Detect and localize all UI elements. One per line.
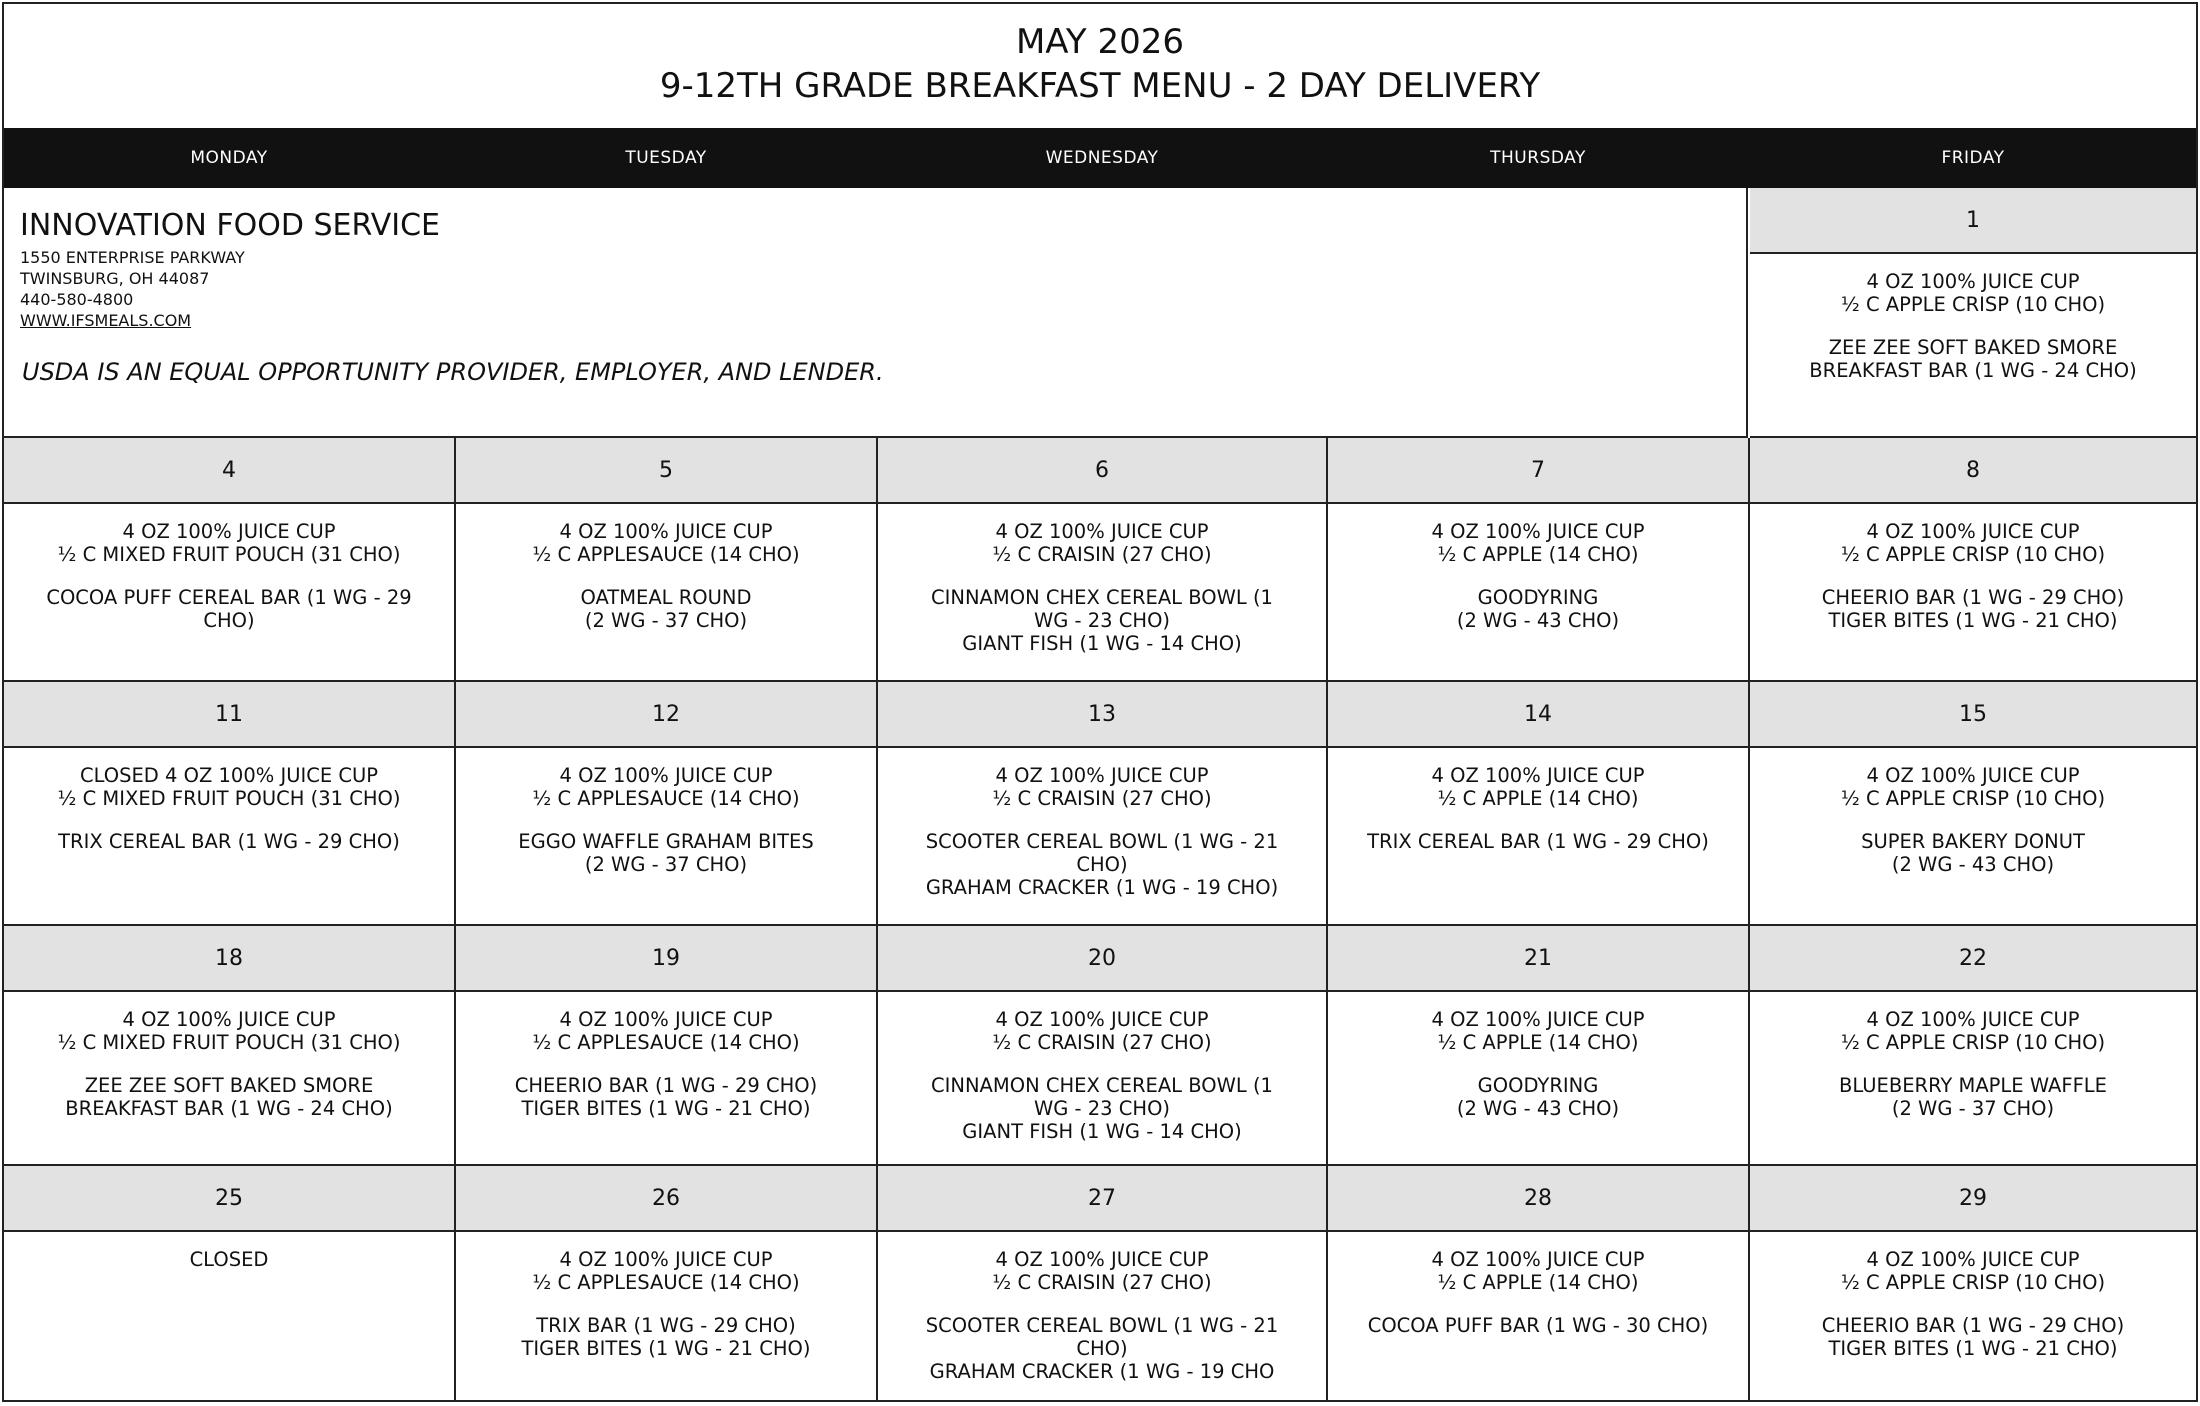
menu-item-side: ½ C APPLESAUCE (14 CHO)	[532, 787, 800, 810]
menu-calendar	[2, 2, 2198, 1402]
menu-item-side: CLOSED 4 OZ 100% JUICE CUP	[79, 764, 379, 787]
menu-item-main: GOODYRING	[1477, 1074, 1599, 1097]
day-number: 28	[1328, 1166, 1748, 1232]
menu-item-main: GIANT FISH (1 WG - 14 CHO)	[962, 1120, 1242, 1143]
day-cell-25	[4, 1166, 456, 1402]
menu-item-main: CHO)	[203, 609, 255, 632]
weekday-monday: MONDAY	[190, 148, 268, 168]
day-cell-21	[1328, 926, 1750, 1166]
menu-spacer	[1334, 810, 1742, 830]
menu-item-main: TRIX CEREAL BAR (1 WG - 29 CHO)	[58, 830, 400, 853]
menu-spacer	[1334, 566, 1742, 586]
menu-item-side: ½ C APPLESAUCE (14 CHO)	[532, 1031, 800, 1054]
day-cell-27	[878, 1166, 1328, 1402]
day-number: 25	[4, 1166, 454, 1232]
equal-opportunity-statement: USDA IS AN EQUAL OPPORTUNITY PROVIDER, EMPLOYER, AND LENDER.	[22, 358, 884, 386]
day-cell-1	[1750, 188, 2196, 438]
menu-item-main: (2 WG - 43 CHO)	[1891, 853, 2055, 876]
menu-item-main: GOODYRING	[1477, 586, 1599, 609]
menu-item-side: 4 OZ 100% JUICE CUP	[995, 1248, 1209, 1271]
menu-item-main: CINNAMON CHEX CEREAL BOWL (1	[931, 1074, 1273, 1097]
menu-item-side: ½ C MIXED FRUIT POUCH (31 CHO)	[57, 787, 401, 810]
day-number: 22	[1750, 926, 2196, 992]
menu-item-main: OATMEAL ROUND	[580, 586, 752, 609]
day-cell-15	[1750, 682, 2196, 926]
menu-spacer	[10, 1054, 448, 1074]
day-cell-28	[1328, 1166, 1750, 1402]
menu-item-main: (2 WG - 37 CHO)	[584, 853, 748, 876]
menu-spacer	[1334, 1054, 1742, 1074]
day-number: 12	[456, 682, 876, 748]
menu-item-main: CHEERIO BAR (1 WG - 29 CHO)	[1821, 1314, 2125, 1337]
menu-item-main: TIGER BITES (1 WG - 21 CHO)	[1828, 609, 2118, 632]
menu-spacer	[1756, 810, 2190, 830]
menu-item-side: 4 OZ 100% JUICE CUP	[1866, 1008, 2080, 1031]
menu-item-main: WG - 23 CHO)	[1033, 609, 1171, 632]
day-cell-4	[4, 438, 456, 682]
menu-item-main: CHO)	[1076, 1337, 1128, 1360]
day-menu	[1756, 764, 2190, 876]
menu-item-main: EGGO WAFFLE GRAHAM BITES	[518, 830, 814, 853]
menu-item-main: CHO)	[1076, 853, 1128, 876]
menu-item-main: COCOA PUFF BAR (1 WG - 30 CHO)	[1367, 1314, 1709, 1337]
menu-item-side: ½ C APPLE (14 CHO)	[1437, 787, 1639, 810]
menu-item-main: ZEE ZEE SOFT BAKED SMORE	[1828, 336, 2118, 359]
day-menu	[1334, 520, 1742, 632]
day-cell-22	[1750, 926, 2196, 1166]
menu-spacer	[1756, 1294, 2190, 1314]
menu-item-side: ½ C APPLE (14 CHO)	[1437, 543, 1639, 566]
weekday-tuesday: TUESDAY	[625, 148, 707, 168]
menu-item-main: ZEE ZEE SOFT BAKED SMORE	[84, 1074, 374, 1097]
day-number: 15	[1750, 682, 2196, 748]
menu-item-main: BREAKFAST BAR (1 WG - 24 CHO)	[65, 1097, 393, 1120]
menu-item-side: 4 OZ 100% JUICE CUP	[122, 520, 336, 543]
menu-item-side: ½ C MIXED FRUIT POUCH (31 CHO)	[57, 1031, 401, 1054]
menu-spacer	[10, 810, 448, 830]
menu-spacer	[462, 566, 870, 586]
menu-item-side: ½ C CRAISIN (27 CHO)	[992, 1271, 1212, 1294]
day-menu	[884, 1008, 1320, 1143]
menu-item-side: 4 OZ 100% JUICE CUP	[559, 1008, 773, 1031]
menu-item-main: TIGER BITES (1 WG - 21 CHO)	[521, 1097, 811, 1120]
menu-item-side: 4 OZ 100% JUICE CUP	[1431, 1008, 1645, 1031]
menu-item-main: SUPER BAKERY DONUT	[1861, 830, 2085, 853]
menu-item-side: ½ C CRAISIN (27 CHO)	[992, 1031, 1212, 1054]
menu-title: 9-12TH GRADE BREAKFAST MENU - 2 DAY DELIVERY	[659, 66, 1541, 106]
menu-item-side: ½ C APPLE CRISP (10 CHO)	[1840, 1031, 2106, 1054]
day-number: 1	[1750, 188, 2196, 254]
weekday-thursday: THURSDAY	[1490, 148, 1586, 168]
menu-spacer	[1756, 566, 2190, 586]
menu-item-side: 4 OZ 100% JUICE CUP	[1431, 520, 1645, 543]
day-number: 7	[1328, 438, 1748, 504]
phone-number: 440-580-4800	[20, 290, 134, 309]
menu-spacer	[462, 1054, 870, 1074]
day-menu	[462, 1008, 870, 1120]
menu-item-side: ½ C MIXED FRUIT POUCH (31 CHO)	[57, 543, 401, 566]
address-line-1: 1550 ENTERPRISE PARKWAY	[20, 248, 245, 267]
provider-info	[4, 188, 1748, 438]
menu-item-side: 4 OZ 100% JUICE CUP	[995, 764, 1209, 787]
day-menu	[462, 764, 870, 876]
menu-spacer	[462, 810, 870, 830]
menu-item-main: (2 WG - 43 CHO)	[1456, 609, 1620, 632]
menu-item-main: TIGER BITES (1 WG - 21 CHO)	[1828, 1337, 2118, 1360]
title-block	[4, 4, 2196, 128]
day-menu	[1334, 764, 1742, 853]
menu-spacer	[1756, 316, 2190, 336]
weekday-friday: FRIDAY	[1941, 148, 2005, 168]
day-number: 11	[4, 682, 454, 748]
menu-item-main: BREAKFAST BAR (1 WG - 24 CHO)	[1809, 359, 2137, 382]
menu-item-side: ½ C CRAISIN (27 CHO)	[992, 543, 1212, 566]
day-menu	[1334, 1008, 1742, 1120]
day-number: 14	[1328, 682, 1748, 748]
menu-item-side: 4 OZ 100% JUICE CUP	[1866, 520, 2080, 543]
day-menu	[1756, 270, 2190, 382]
menu-item-main: CINNAMON CHEX CEREAL BOWL (1	[931, 586, 1273, 609]
menu-item-side: ½ C APPLE (14 CHO)	[1437, 1031, 1639, 1054]
day-cell-11	[4, 682, 456, 926]
menu-item-main: BLUEBERRY MAPLE WAFFLE	[1838, 1074, 2107, 1097]
day-menu	[884, 1248, 1320, 1383]
weekday-wednesday: WEDNESDAY	[1045, 148, 1159, 168]
day-cell-12	[456, 682, 878, 926]
day-cell-5	[456, 438, 878, 682]
day-menu	[884, 520, 1320, 655]
menu-spacer	[884, 1294, 1320, 1314]
menu-item-side: 4 OZ 100% JUICE CUP	[122, 1008, 336, 1031]
menu-item-side: 4 OZ 100% JUICE CUP	[1866, 764, 2080, 787]
day-menu	[1334, 1248, 1742, 1337]
menu-item-side: 4 OZ 100% JUICE CUP	[1866, 1248, 2080, 1271]
menu-item-side: ½ C APPLE CRISP (10 CHO)	[1840, 543, 2106, 566]
menu-item-side: 4 OZ 100% JUICE CUP	[995, 520, 1209, 543]
menu-item-main: CHEERIO BAR (1 WG - 29 CHO)	[1821, 586, 2125, 609]
day-number: 21	[1328, 926, 1748, 992]
day-number: 13	[878, 682, 1326, 748]
day-number: 27	[878, 1166, 1326, 1232]
day-menu	[10, 1248, 448, 1271]
menu-item-main: GIANT FISH (1 WG - 14 CHO)	[962, 632, 1242, 655]
menu-item-main: TRIX CEREAL BAR (1 WG - 29 CHO)	[1367, 830, 1709, 853]
day-menu	[1756, 1248, 2190, 1360]
day-cell-29	[1750, 1166, 2196, 1402]
menu-item-side: ½ C APPLE CRISP (10 CHO)	[1840, 1271, 2106, 1294]
menu-item-side: 4 OZ 100% JUICE CUP	[1431, 1248, 1645, 1271]
menu-item-side: 4 OZ 100% JUICE CUP	[559, 520, 773, 543]
menu-item-side: 4 OZ 100% JUICE CUP	[559, 764, 773, 787]
org-name: INNOVATION FOOD SERVICE	[20, 208, 440, 243]
day-cell-6	[878, 438, 1328, 682]
day-number: 20	[878, 926, 1326, 992]
day-menu	[884, 764, 1320, 899]
menu-item-main: SCOOTER CEREAL BOWL (1 WG - 21	[925, 830, 1279, 853]
day-menu	[10, 1008, 448, 1120]
menu-item-side: CLOSED	[189, 1248, 269, 1271]
day-cell-19	[456, 926, 878, 1166]
day-menu	[1756, 1008, 2190, 1120]
menu-spacer	[884, 810, 1320, 830]
menu-item-main: (2 WG - 37 CHO)	[1891, 1097, 2055, 1120]
menu-item-side: 4 OZ 100% JUICE CUP	[1866, 270, 2080, 293]
month-title: MAY 2026	[1015, 22, 1185, 62]
day-number: 6	[878, 438, 1326, 504]
menu-item-main: COCOA PUFF CEREAL BAR (1 WG - 29	[46, 586, 412, 609]
menu-item-main: CHEERIO BAR (1 WG - 29 CHO)	[514, 1074, 818, 1097]
day-menu	[462, 520, 870, 632]
menu-item-main: TRIX BAR (1 WG - 29 CHO)	[536, 1314, 796, 1337]
menu-item-side: 4 OZ 100% JUICE CUP	[1431, 764, 1645, 787]
menu-item-main: TIGER BITES (1 WG - 21 CHO)	[521, 1337, 811, 1360]
menu-item-main: (2 WG - 43 CHO)	[1456, 1097, 1620, 1120]
menu-spacer	[1334, 1294, 1742, 1314]
menu-spacer	[462, 1294, 870, 1314]
day-number: 19	[456, 926, 876, 992]
menu-item-main: SCOOTER CEREAL BOWL (1 WG - 21	[925, 1314, 1279, 1337]
day-cell-20	[878, 926, 1328, 1166]
menu-item-side: 4 OZ 100% JUICE CUP	[995, 1008, 1209, 1031]
address-line-2: TWINSBURG, OH 44087	[20, 269, 210, 288]
day-menu	[10, 764, 448, 853]
day-cell-7	[1328, 438, 1750, 682]
day-number: 4	[4, 438, 454, 504]
menu-item-side: ½ C APPLE (14 CHO)	[1437, 1271, 1639, 1294]
menu-item-side: ½ C APPLESAUCE (14 CHO)	[532, 543, 800, 566]
day-number: 8	[1750, 438, 2196, 504]
day-menu	[1756, 520, 2190, 632]
day-number: 5	[456, 438, 876, 504]
weekday-header-bar	[4, 128, 2196, 188]
day-number: 26	[456, 1166, 876, 1232]
day-cell-8	[1750, 438, 2196, 682]
day-menu	[462, 1248, 870, 1360]
menu-item-side: ½ C CRAISIN (27 CHO)	[992, 787, 1212, 810]
menu-spacer	[1756, 1054, 2190, 1074]
menu-item-side: ½ C APPLESAUCE (14 CHO)	[532, 1271, 800, 1294]
menu-item-main: GRAHAM CRACKER (1 WG - 19 CHO	[929, 1360, 1275, 1383]
day-number: 29	[1750, 1166, 2196, 1232]
day-cell-14	[1328, 682, 1750, 926]
menu-item-main: GRAHAM CRACKER (1 WG - 19 CHO)	[925, 876, 1279, 899]
website-link[interactable]: WWW.IFSMEALS.COM	[20, 311, 192, 330]
day-cell-26	[456, 1166, 878, 1402]
menu-item-main: (2 WG - 37 CHO)	[584, 609, 748, 632]
menu-spacer	[884, 566, 1320, 586]
day-number: 18	[4, 926, 454, 992]
day-cell-18	[4, 926, 456, 1166]
menu-spacer	[884, 1054, 1320, 1074]
menu-item-side: 4 OZ 100% JUICE CUP	[559, 1248, 773, 1271]
menu-item-main: WG - 23 CHO)	[1033, 1097, 1171, 1120]
menu-spacer	[10, 566, 448, 586]
day-menu	[10, 520, 448, 632]
day-cell-13	[878, 682, 1328, 926]
menu-item-side: ½ C APPLE CRISP (10 CHO)	[1840, 293, 2106, 316]
menu-item-side: ½ C APPLE CRISP (10 CHO)	[1840, 787, 2106, 810]
